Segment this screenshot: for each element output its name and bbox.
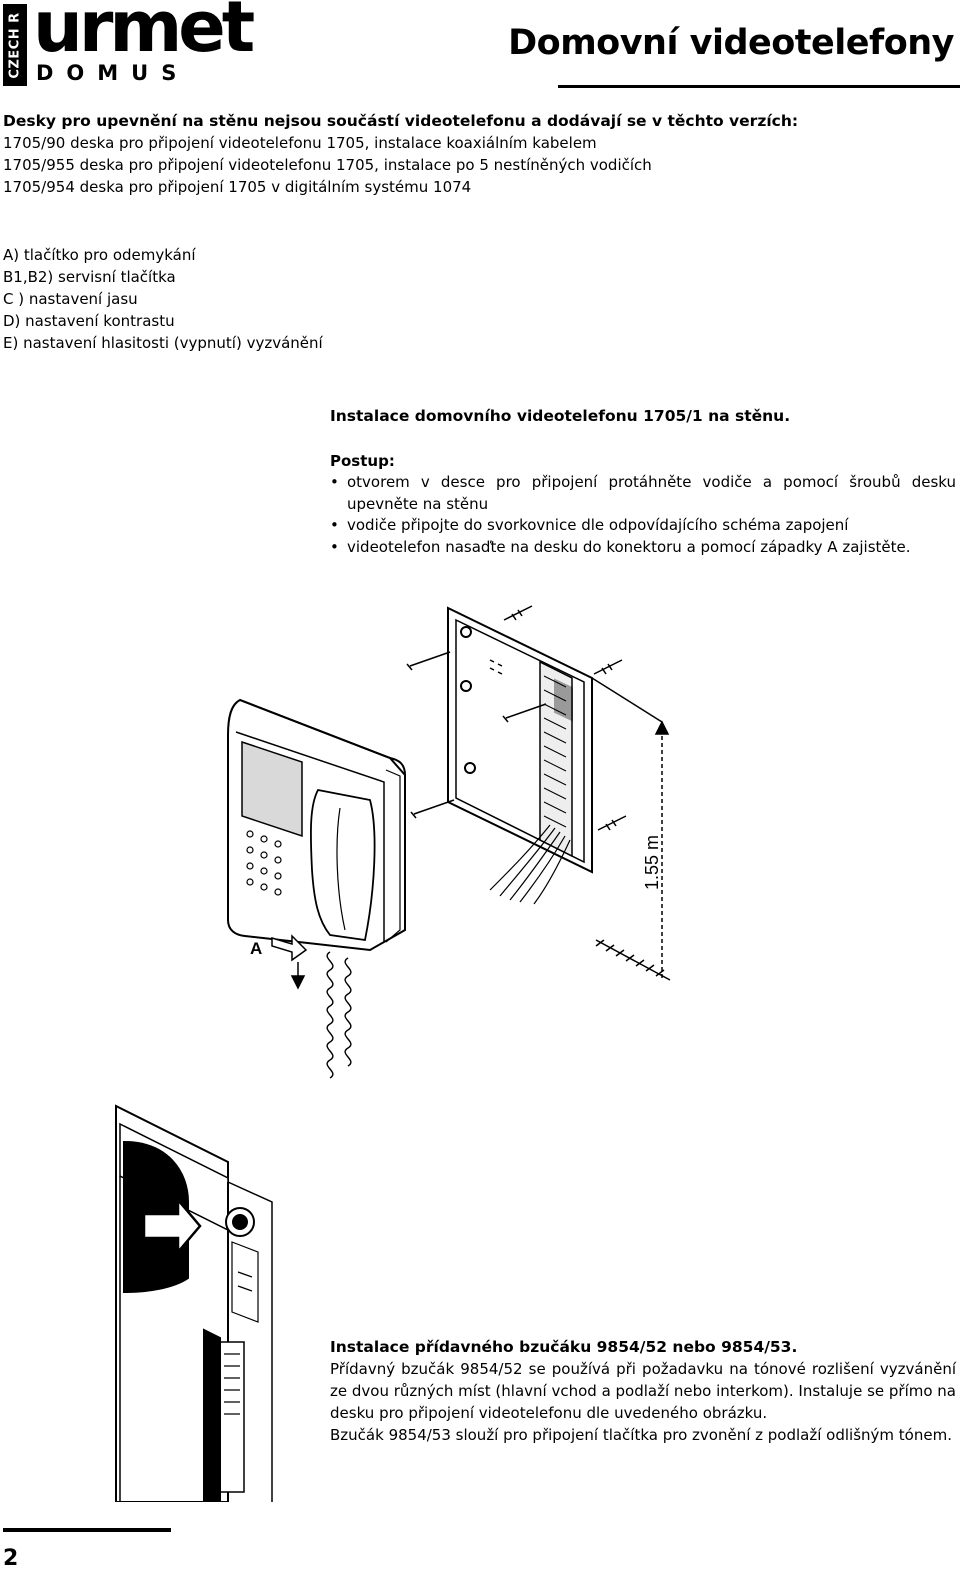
plate-item: 1705/90 deska pro připojení videotelefonu 1705, instalace koaxiálním kabelem [3, 134, 597, 152]
control-item: D) nastavení kontrastu [3, 312, 175, 330]
brand-logo: urmet [33, 0, 252, 68]
buzzer-description [330, 1358, 956, 1446]
procedure-steps [330, 472, 956, 558]
language-tab-label: CZECH R [7, 11, 23, 79]
control-item: E) nastavení hlasitosti (vypnutí) vyzvánění [3, 334, 323, 352]
wall-plate [448, 608, 592, 872]
floor [596, 940, 670, 980]
control-item: B1,B2) servisní tlačítka [3, 268, 176, 286]
language-tab [3, 4, 27, 86]
buzzer-installation-figure [108, 1102, 278, 1502]
videophone-unit [228, 700, 405, 950]
coiled-cord [327, 952, 351, 1078]
page-number: 2 [3, 1546, 19, 1571]
height-label: 1.55 m [642, 834, 662, 890]
plate-item: 1705/955 deska pro připojení videotelefonu 1705, instalace po 5 nestíněných vodičích [3, 156, 652, 174]
procedure-label: Postup: [330, 452, 395, 470]
plates-list [3, 132, 652, 198]
plate-item: 1705/954 deska pro připojení 1705 v digitálním systému 1074 [3, 178, 472, 196]
control-item: A) tlačítko pro odemykání [3, 246, 196, 264]
page-title: Domovní videotelefony [508, 23, 954, 63]
footer-rule [3, 1528, 171, 1532]
title-underline [558, 85, 960, 88]
procedure-step: • videotelefon nasaďte na desku do konektoru a pomocí západky A zajistěte. [330, 537, 956, 559]
controls-legend [3, 244, 323, 354]
procedure-step: • vodiče připojte do svorkovnice dle odpovídajícího schéma zapojení [330, 515, 956, 537]
videophone-installation-figure [200, 590, 680, 1080]
brand-subtitle: DOMUS [36, 61, 190, 85]
buzzer-paragraph: Bzučák 9854/53 slouží pro připojení tlačítka pro zvonění z podlaží odlišným tónem. [330, 1426, 952, 1444]
height-dimension [592, 678, 668, 980]
buzzer-paragraph: Přídavný bzučák 9854/52 se používá při požadavku na tónové rozlišení vyzvánění ze dvou různých míst (hlavní vchod a podlaží nebo interkom). Instaluje se přímo na desku pro připojení videotelefonu dle uvedeného obrázku. [330, 1360, 956, 1422]
plates-lead: Desky pro upevnění na stěnu nejsou součástí videotelefonu a dodávají se v těchto verzích: [3, 112, 799, 130]
installation-title: Instalace domovního videotelefonu 1705/1 na stěnu. [330, 407, 791, 425]
buzzer-title: Instalace přídavného bzučáku 9854/52 nebo 9854/53. [330, 1338, 798, 1356]
procedure-step: • otvorem v desce pro připojení protáhněte vodiče a pomocí šroubů desku upevněte na stěnu [330, 472, 956, 515]
latch-label: A [250, 939, 263, 958]
control-item: C ) nastavení jasu [3, 290, 138, 308]
latch-arrow [272, 936, 306, 988]
